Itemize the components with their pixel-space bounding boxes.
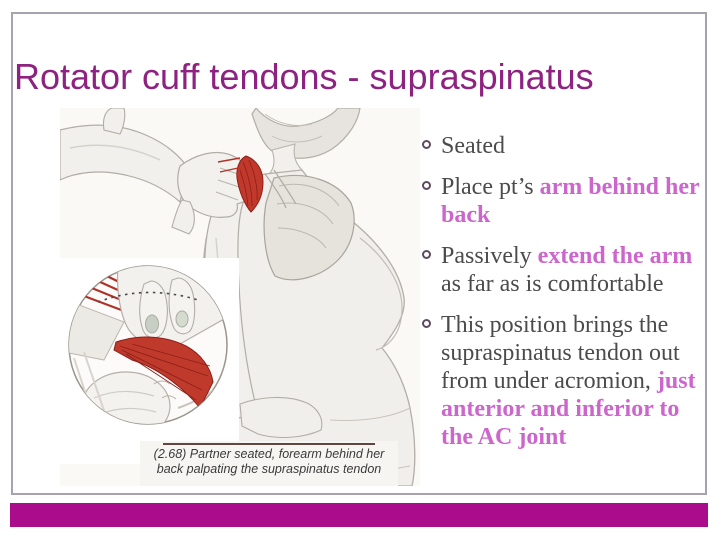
circle-bullet-icon: [422, 140, 431, 149]
circle-bullet-icon: [422, 319, 431, 328]
caption-rule: [163, 443, 375, 445]
anatomy-illustration-svg: [60, 108, 420, 486]
bullet-item-arm-behind-back: [420, 173, 700, 229]
circle-bullet-icon: [422, 181, 431, 190]
bullet-item-seated: [420, 132, 700, 160]
bullet-plain-text: Seated: [441, 133, 505, 159]
figure-caption-line2: back palpating the supraspinatus tendon: [156, 462, 382, 476]
bullet-item-extend-arm: [420, 242, 700, 298]
bullet-plain-text: Place pt’s: [441, 174, 540, 200]
bullet-plain-text: Passively: [441, 243, 538, 269]
anatomy-illustration: [60, 108, 420, 486]
bullet-item-position-tendon: [420, 311, 700, 451]
bullet-highlight-text: just anterior and inferior to the AC joint: [441, 368, 696, 450]
circle-bullet-icon: [422, 250, 431, 259]
bullet-plain-text: as far as is comfortable: [441, 271, 664, 297]
figure-caption-line1: (2.68) Partner seated, forearm behind her: [153, 447, 385, 461]
page-title: Rotator cuff tendons - supraspinatus: [14, 56, 594, 97]
bottom-accent-bar: [10, 503, 708, 527]
bullet-text: [441, 173, 700, 229]
bullet-text: [441, 242, 700, 298]
bullet-highlight-text: arm behind her back: [441, 174, 700, 228]
bullet-list: [420, 132, 700, 451]
bullet-text: [441, 311, 700, 451]
bullet-highlight-text: extend the arm: [537, 243, 693, 269]
figure-caption: [140, 441, 398, 486]
bullet-text: [441, 132, 505, 160]
bullet-plain-text: This position brings the supraspinatus tendon out from under acromion,: [441, 312, 680, 394]
